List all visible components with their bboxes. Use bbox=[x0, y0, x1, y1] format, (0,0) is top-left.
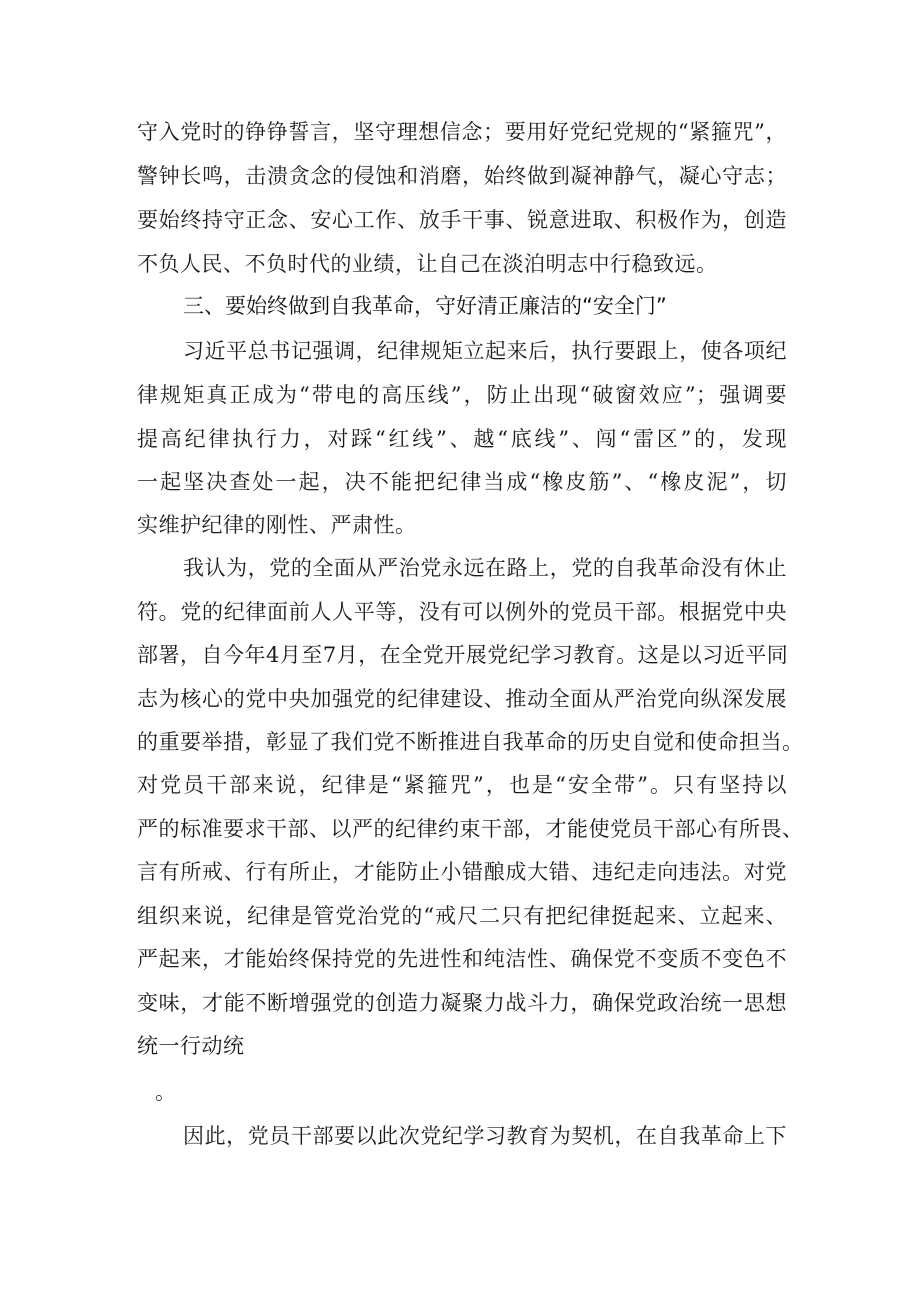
paragraph-line: 因此，党员干部要以此次党纪学习教育为契机，在自我革命上下 bbox=[183, 1124, 787, 1148]
paragraph-line: 一起坚决查处一起，决不能把纪律当成“橡皮筋”、“橡皮泥”，切 bbox=[137, 470, 787, 494]
paragraph-line: 严的标准要求干部、以严的纪律约束干部，才能使党员干部心有所畏、 bbox=[137, 817, 804, 841]
paragraph-line: 不负人民、不负时代的业绩，让自己在淡泊明志中行稳致远。 bbox=[137, 252, 718, 276]
paragraph-line: 守入党时的铮铮誓言，坚守理想信念；要用好党纪党规的“紧箍咒”， bbox=[137, 120, 787, 144]
paragraph-line: 习近平总书记强调，纪律规矩立起来后，执行要跟上，使各项纪 bbox=[183, 339, 787, 363]
paragraph-line: 实维护纪律的刚性、严肃性。 bbox=[137, 513, 417, 537]
paragraph-line: 统一行动统 bbox=[137, 1034, 245, 1058]
section-heading: 三、要始终做到自我革命，守好清正廉洁的“安全门” bbox=[183, 294, 667, 318]
paragraph-line: 严起来，才能始终保持党的先进性和纯洁性、确保党不变质不变色不 bbox=[137, 947, 787, 971]
paragraph-line: 组织来说，纪律是管党治党的“戒尺二只有把纪律挺起来、立起来、 bbox=[137, 904, 787, 928]
punctuation-mark: 。 bbox=[155, 1080, 177, 1104]
paragraph-line: 志为核心的党中央加强党的纪律建设、推动全面从严治党向纵深发展 bbox=[137, 687, 787, 711]
paragraph-line: 警钟长鸣，击溃贪念的侵蚀和消磨，始终做到凝神静气，凝心守志； bbox=[137, 164, 787, 188]
paragraph-line: 言有所戒、行有所止，才能防止小错酿成大错、违纪走向违法。对党 bbox=[137, 860, 787, 884]
paragraph-line: 部署，自今年4月至7月，在全党开展党纪学习教育。这是以习近平同 bbox=[137, 643, 789, 667]
paragraph-line: 变味，才能不断增强党的创造力凝聚力战斗力，确保党政治统一思想 bbox=[137, 991, 787, 1015]
paragraph-line: 我认为，党的全面从严治党永远在路上，党的自我革命没有休止 bbox=[183, 556, 787, 580]
paragraph-line: 对党员干部来说，纪律是“紧箍咒”，也是“安全带”。只有坚持以 bbox=[137, 773, 787, 797]
paragraph-line: 符。党的纪律面前人人平等，没有可以例外的党员干部。根据党中央 bbox=[137, 600, 787, 624]
paragraph-line: 要始终持守正念、安心工作、放手干事、锐意进取、积极作为，创造 bbox=[137, 208, 787, 232]
paragraph-line: 提高纪律执行力，对踩“红线”、越“底线”、闯“雷区”的，发现 bbox=[137, 427, 787, 451]
paragraph-line: 的重要举措，彰显了我们党不断推进自我革命的历史自觉和使命担当。 bbox=[137, 730, 804, 754]
paragraph-line: 律规矩真正成为“带电的高压线”，防止出现“破窗效应”；强调要 bbox=[137, 383, 787, 407]
